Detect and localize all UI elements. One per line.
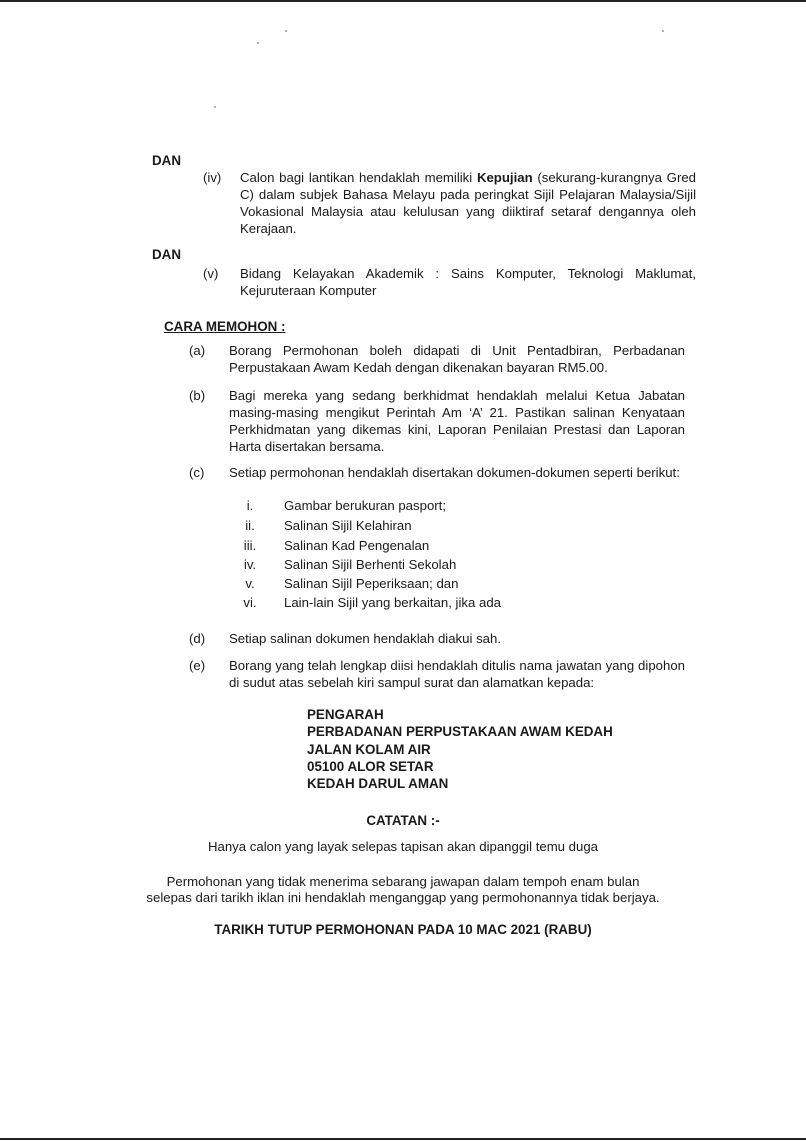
item-v-text: Bidang Kelayakan Akademik : Sains Komputer, Teknologi Maklumat, Kejuruteraan Komputer [240,266,696,298]
closing-date: TARIKH TUTUP PERMOHONAN PADA 10 MAC 2021 (RABU) [214,922,592,937]
doc-item-text: Salinan Sijil Kelahiran [284,518,412,533]
doc-item-text: Lain-lain Sijil yang berkaitan, jika ada [284,595,501,610]
step-a-text: Borang Permohonan boleh didapati di Unit Pentadbiran, Perbadanan Perpustakaan Awam Kedah dengan dikenakan bayaran RM5.00. [229,343,685,375]
doc-item-num: iv. [243,557,257,572]
catatan-heading: CATATAN :- [366,813,440,828]
doc-item-num: i. [246,498,254,513]
doc-item-text: Salinan Kad Pengenalan [284,538,430,553]
item-iv-text [240,169,696,237]
notice-line-1: Permohonan yang tidak menerima sebarang jawapan dalam tempoh enam bulan [166,874,640,889]
address-line: PERBADANAN PERPUSTAKAAN AWAM KEDAH [307,724,613,740]
item-iv-text-end: (sekurang-kurangnya Gred C) dalam subjek Bahasa Melayu pada peringkat Sijil Pelajaran Malaysia/Sijil Vokasional Malaysia atau kelulusan yang diiktiraf setaraf dengannya oleh Kerajaan. [240,170,697,236]
kepujian-emphasis: Kepujian [476,170,533,185]
doc-item-num: ii. [245,518,255,533]
doc-item-text: Salinan Sijil Peperiksaan; dan [284,576,459,591]
doc-item-num: iii. [243,538,257,553]
cara-memohon-heading: CARA MEMOHON : [164,319,286,334]
doc-item-num: v. [245,576,255,591]
step-d-marker: (d) [189,631,206,646]
doc-item-num: vi. [243,595,257,610]
address-line: KEDAH DARUL AMAN [307,776,449,792]
address-line: JALAN KOLAM AIR [307,741,431,757]
doc-item-text: Salinan Sijil Berhenti Sekolah [284,557,457,572]
scan-speck [257,42,259,44]
step-a-marker: (a) [189,343,206,358]
item-v-marker: (v) [203,266,219,281]
address-line: 05100 ALOR SETAR [307,758,434,774]
step-e-marker: (e) [189,658,206,673]
step-b-marker: (b) [189,388,206,403]
item-iv-text-start: Calon bagi lantikan hendaklah memiliki [240,170,477,185]
dan-heading-1: DAN [152,153,182,168]
step-e-text: Borang yang telah lengkap diisi hendaklah ditulis nama jawatan yang dipohon di sudut atas sebelah kiri sampul surat dan alamatkan kepada: [229,658,685,690]
catatan-note: Hanya calon yang layak selepas tapisan akan dipanggil temu duga [207,839,599,854]
address-line: PENGARAH [307,707,384,722]
scan-speck [285,30,287,32]
step-d-text: Setiap salinan dokumen hendaklah diakui sah. [229,631,501,646]
dan-heading-2: DAN [152,247,182,262]
notice-line-2: selepas dari tarikh iklan ini hendaklah menganggap yang permohonannya tidak berjaya. [146,890,660,905]
doc-item-text: Gambar berukuran pasport; [284,498,446,513]
mailing-address [307,706,613,792]
step-c-text: Setiap permohonan hendaklah disertakan dokumen-dokumen seperti berikut: [229,465,680,480]
scan-speck [214,106,216,108]
step-b-text: Bagi mereka yang sedang berkhidmat hendaklah melalui Ketua Jabatan masing-masing mengikut Perintah Am ‘A’ 21. Pastikan salinan Kenyataan Perkhidmatan yang dikemas kini, Laporan Penilaian Prestasi dan Laporan Harta disertakan bersama. [229,388,685,454]
scan-speck [662,30,664,32]
item-iv-marker: (iv) [203,170,222,185]
step-c-marker: (c) [189,465,205,480]
top-border-line [0,0,806,2]
bottom-border-line [0,1138,806,1140]
